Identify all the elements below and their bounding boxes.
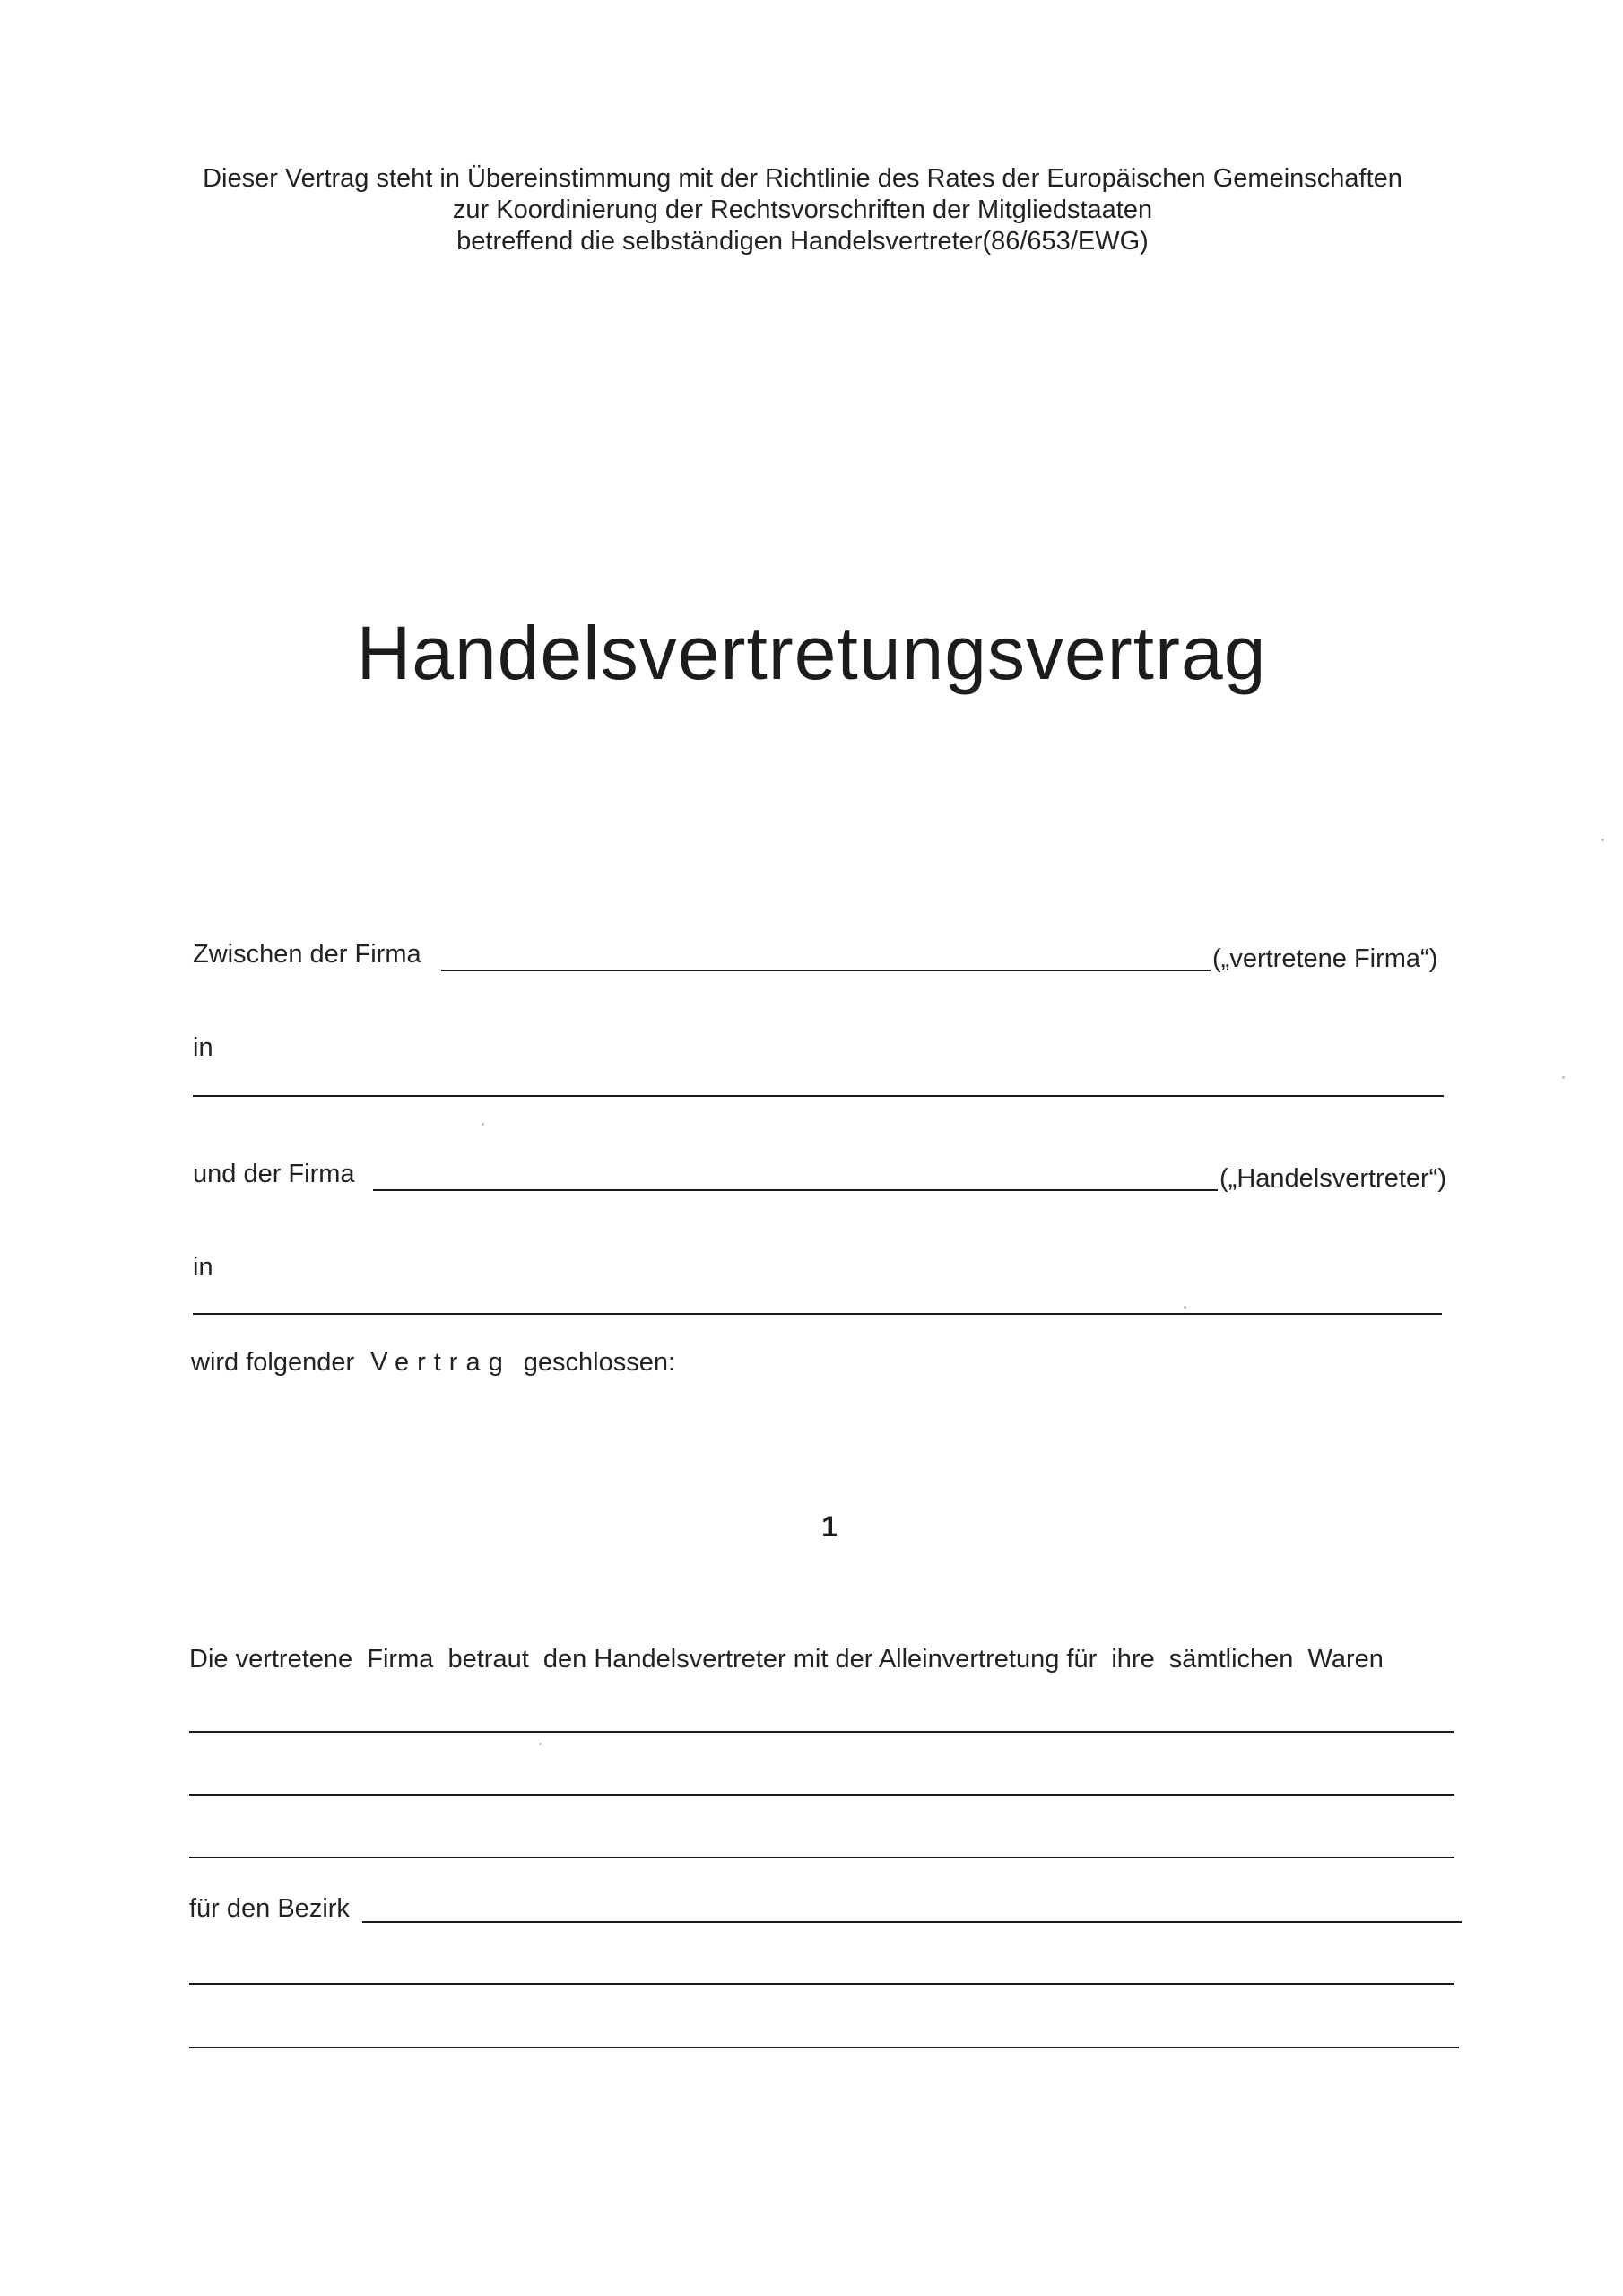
conclusion-suffix: geschlossen: xyxy=(523,1348,676,1377)
header-line-3: betreffend die selbständigen Handelsvertreter(86/653/EWG) xyxy=(456,227,1149,256)
conclusion-prefix: wird folgender xyxy=(191,1348,355,1377)
second-party-role: („Handelsvertreter“) xyxy=(1219,1164,1446,1193)
section-number: 1 xyxy=(821,1510,838,1543)
contract-conclusion xyxy=(191,1348,675,1378)
header-line-2: zur Koordinierung der Rechtsvorschriften der Mitgliedstaaten xyxy=(452,196,1153,224)
directive-header xyxy=(0,163,1605,257)
first-party-location-field[interactable] xyxy=(193,1095,1444,1097)
scan-speck xyxy=(1184,1306,1186,1309)
scan-speck xyxy=(1562,1076,1565,1079)
district-field-line-1[interactable] xyxy=(362,1921,1462,1923)
section-text: Die vertretene Firma betraut den Handelsvertreter mit der Alleinvertretung für ihre sämtlichen Waren xyxy=(189,1645,1384,1674)
district-label: für den Bezirk xyxy=(189,1894,350,1923)
second-party-in-label: in xyxy=(193,1253,213,1282)
scan-speck xyxy=(539,1743,542,1745)
goods-field-line-3[interactable] xyxy=(189,1857,1454,1858)
second-party-label: und der Firma xyxy=(193,1160,355,1188)
goods-field-line-2[interactable] xyxy=(189,1794,1454,1796)
document-title: Handelsvertretungsvertrag xyxy=(356,611,1267,695)
district-field-line-3[interactable] xyxy=(189,2047,1459,2048)
goods-field-line-1[interactable] xyxy=(189,1731,1454,1733)
first-party-label: Zwischen der Firma xyxy=(193,940,421,969)
second-party-name-field[interactable] xyxy=(373,1189,1218,1191)
scan-speck xyxy=(482,1123,484,1126)
header-line-1: Dieser Vertrag steht in Übereinstimmung mit der Richtlinie des Rates der Europäischen Gemeinschaften xyxy=(203,164,1402,193)
second-party-location-field[interactable] xyxy=(193,1313,1442,1315)
scan-speck xyxy=(1601,839,1604,841)
first-party-in-label: in xyxy=(193,1033,213,1062)
district-field-line-2[interactable] xyxy=(189,1983,1454,1985)
conclusion-word: Vertrag xyxy=(370,1348,511,1377)
first-party-name-field[interactable] xyxy=(441,970,1211,971)
first-party-role: („vertretene Firma“) xyxy=(1212,944,1438,973)
